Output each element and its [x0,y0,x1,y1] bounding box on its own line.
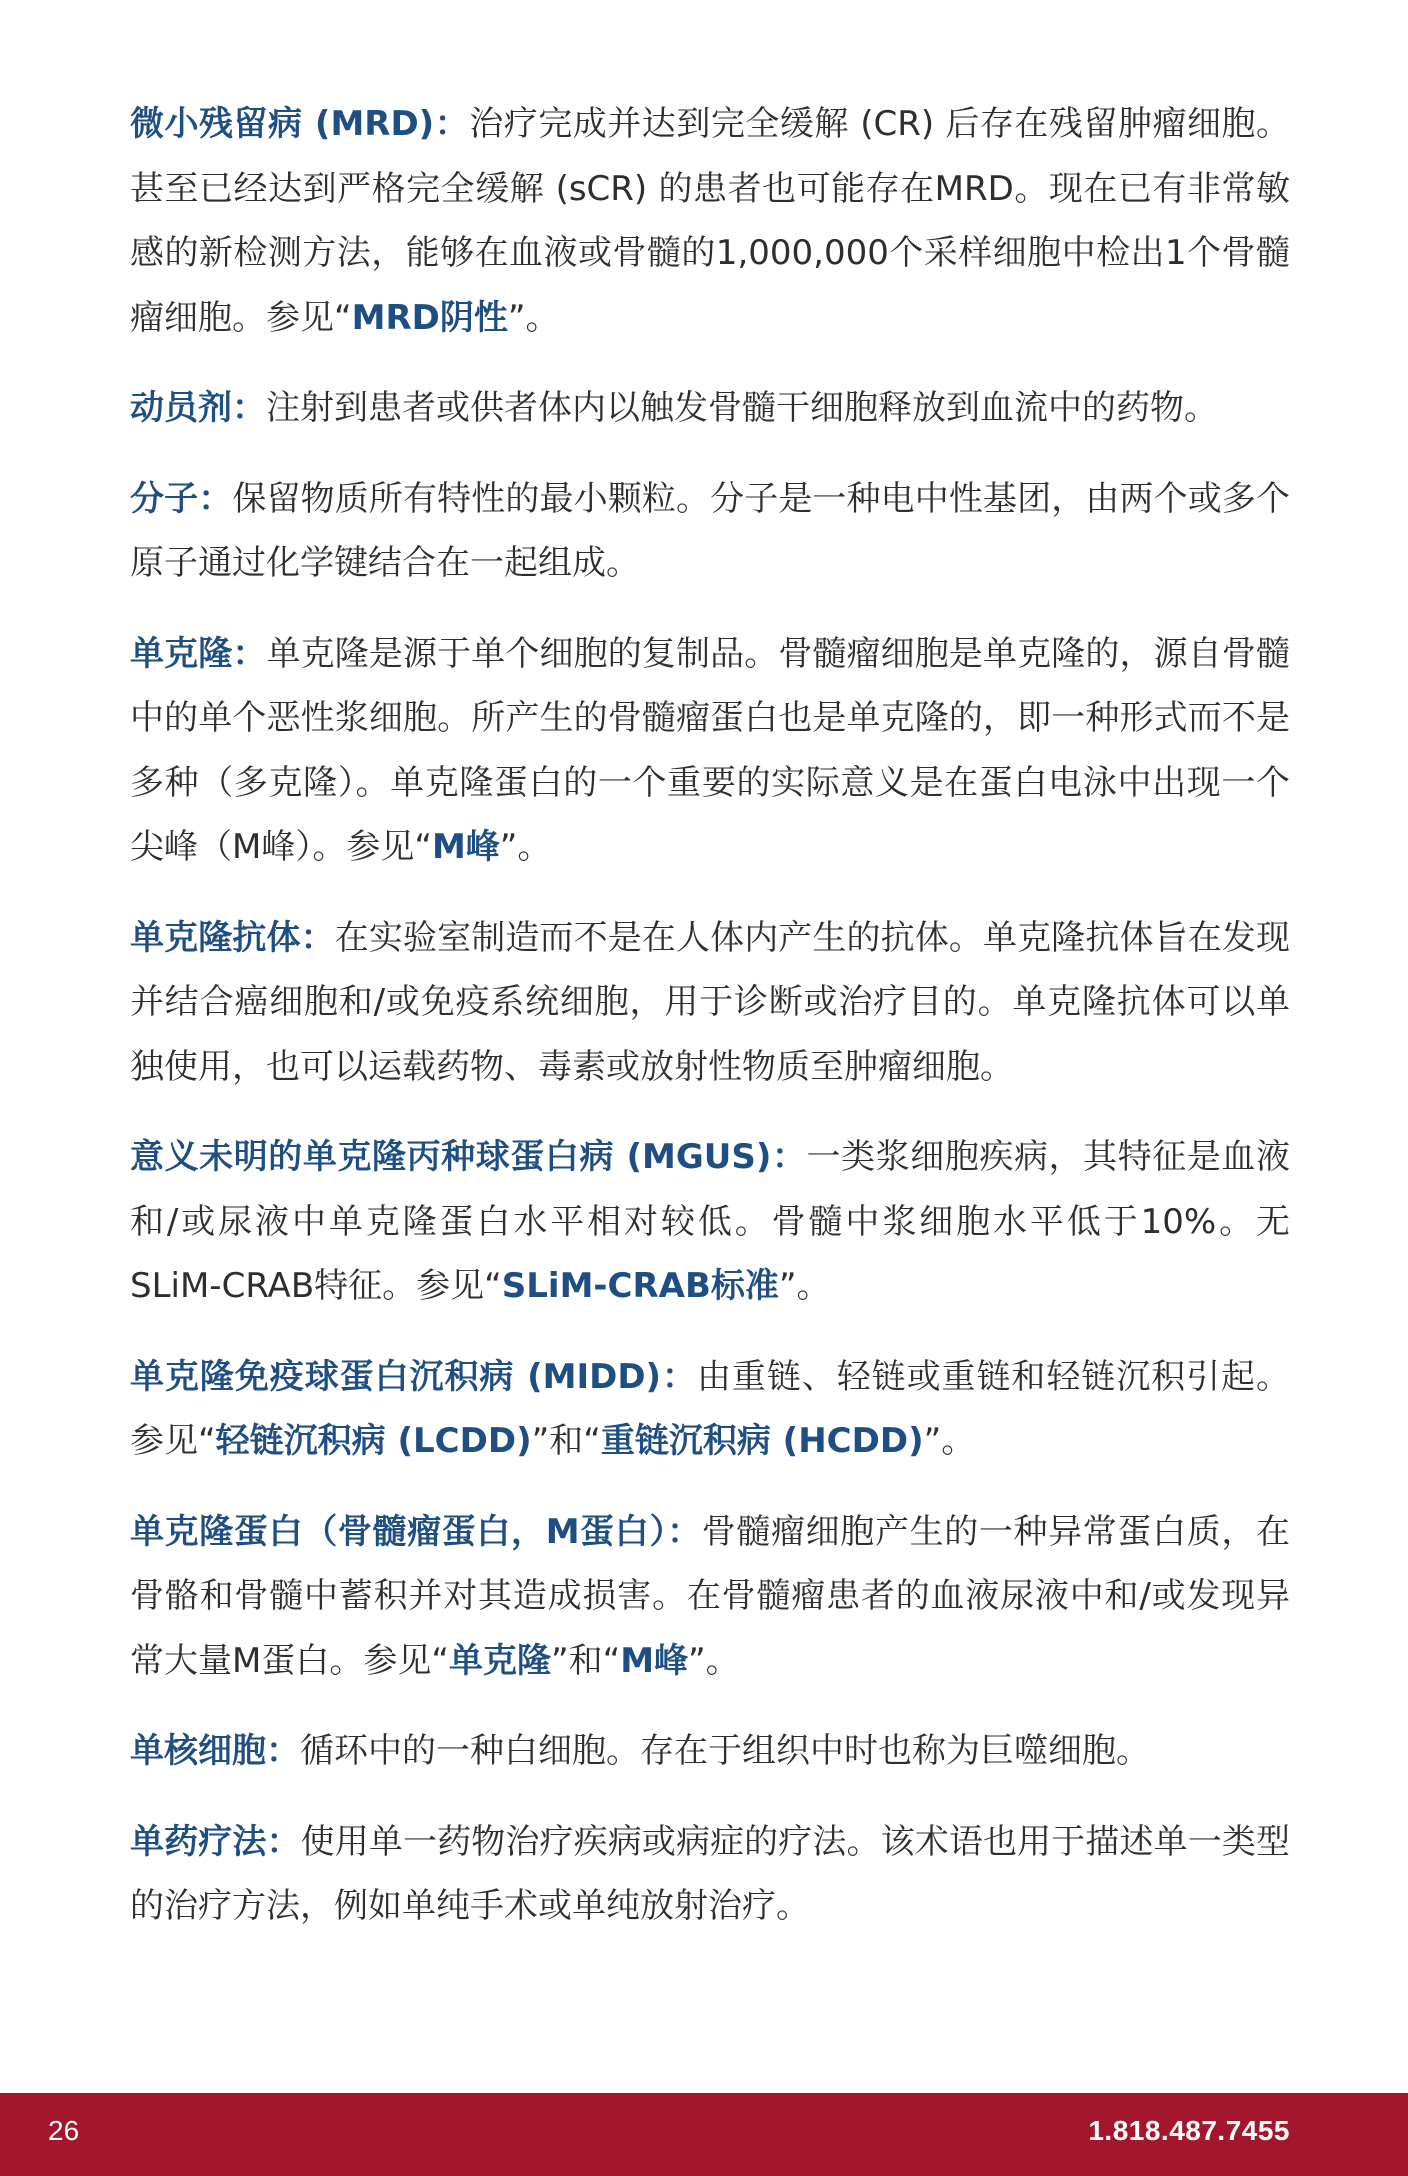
cross-reference: M峰 [620,1640,689,1681]
glossary-term: 微小残留病 (MRD)： [130,104,470,144]
glossary-term: 单克隆免疫球蛋白沉积病 (MIDD)： [130,1356,697,1397]
glossary-entry [130,906,1290,1100]
glossary-entry [130,1810,1290,1939]
definition-text: 循环中的一种白细胞。存在于组织中时也称为巨噬细胞。 [300,1731,1150,1771]
definition-text: 使用单一药物治疗疾病或病症的疗法。该术语也用于描述单一类型的治疗方法，例如单纯手术或单纯放射治疗。 [130,1821,1291,1926]
definition-text: 单克隆是源于单个细胞的复制品。骨髓瘤细胞是单克隆的，源自骨髓中的单个恶性浆细胞。所产生的骨髓瘤蛋白也是单克隆的，即一种形式而不是多种（多克隆）。单克隆蛋白的一个重要的实际意义是在蛋白电泳中出现一个尖峰（M峰）。参见“ [130,633,1291,867]
glossary-term: 分子： [130,478,233,519]
footer-bar [0,2093,1408,2176]
definition-text: 治疗完成并达到完全缓解 (CR) 后存在残留肿瘤细胞。甚至已经达到严格完全缓解 (sCR) 的患者也可能存在MRD。现在已有非常敏感的新检测方法，能够在血液或骨髓的1,000,000个采样细胞中检出1个骨髓瘤细胞。参见“ [130,104,1290,338]
cross-reference: 重链沉积病 (HCDD) [600,1421,924,1461]
definition-text: 在实验室制造而不是在人体内产生的抗体。单克隆抗体旨在发现并结合癌细胞和/或免疫系统细胞，用于诊断或治疗目的。单克隆抗体可以单独使用，也可以运载药物、毒素或放射性物质至肿瘤细胞。 [130,917,1291,1087]
definition-text: 骨髓瘤细胞产生的一种异常蛋白质，在骨骼和骨髓中蓄积并对其造成损害。在骨髓瘤患者的血液尿液中和/或发现异常大量M蛋白。参见“ [130,1511,1290,1681]
definition-text: 由重链、轻链或重链和轻链沉积引起。参见“ [130,1356,1290,1461]
phone-number: 1.818.487.7455 [1088,2115,1290,2146]
glossary-term: 单药疗法： [130,1821,301,1862]
definition-text: 注射到患者或供者体内以触发骨髓干细胞释放到血流中的药物。 [266,388,1218,428]
definition-text: ”。 [499,827,552,867]
cross-reference: 轻链沉积病 (LCDD) [215,1421,532,1461]
glossary-term: 单核细胞： [130,1731,300,1771]
definition-text: ”。 [507,297,560,338]
glossary-term: 单克隆： [130,633,267,674]
definition-text: 一类浆细胞疾病，其特征是血液和/或尿液中单克隆蛋白水平相对较低。骨髓中浆细胞水平低于10%。无SLiM-CRAB特征。参见“ [130,1137,1290,1306]
glossary-content [130,92,1290,1965]
glossary-term: 动员剂： [130,388,266,428]
glossary-term: 单克隆蛋白（骨髓瘤蛋白，M蛋白）： [130,1511,702,1552]
glossary-entry [130,622,1290,880]
glossary-entry [130,92,1290,350]
cross-reference: 单克隆 [448,1640,551,1681]
definition-text: ”。 [778,1266,831,1306]
glossary-entry [130,1345,1290,1474]
cross-reference: MRD阴性 [351,297,508,338]
cross-reference: SLiM-CRAB标准 [501,1266,779,1306]
definition-text: ”和“ [531,1421,601,1461]
glossary-entry [130,1719,1290,1784]
glossary-entry [130,1500,1290,1694]
cross-reference: M峰 [431,827,500,867]
definition-text: 保留物质所有特性的最小颗粒。分子是一种电中性基团，由两个或多个原子通过化学键结合在一起组成。 [130,478,1291,583]
definition-text: ”和“ [550,1640,621,1681]
glossary-entry [130,467,1290,596]
glossary-entry [130,376,1290,441]
definition-text: ”。 [688,1640,740,1681]
glossary-term: 单克隆抗体： [130,917,335,958]
definition-text: ”。 [923,1421,976,1461]
glossary-term: 意义未明的单克隆丙种球蛋白病 (MGUS)： [130,1137,807,1177]
glossary-entry [130,1125,1290,1319]
page-number: 26 [48,2115,80,2146]
